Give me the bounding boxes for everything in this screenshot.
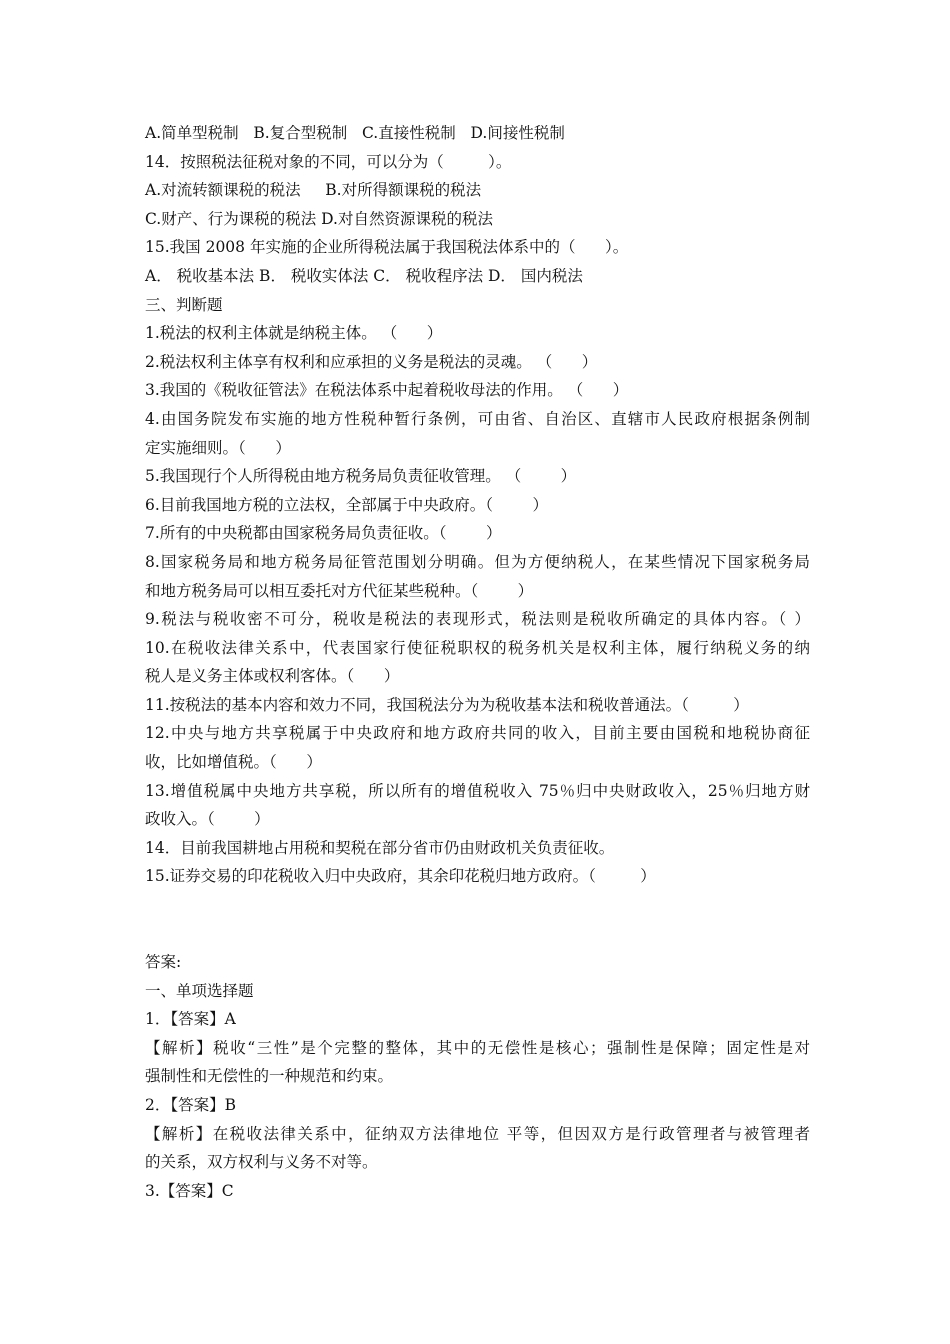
answer-line: 3.【答案】C xyxy=(145,1181,234,1200)
judgment-item: 10.在税收法律关系中，代表国家行使征税职权的税务机关是权利主体，履行纳税义务的纳 xyxy=(145,638,810,657)
judgment-item: 15.证券交易的印花税收入归中央政府，其余印花税归地方政府。（ ） xyxy=(145,867,656,886)
analysis-line: 【解析】税收“三性”是个完整的整体，其中的无偿性是核心；强制性是保障；固定性是对 xyxy=(145,1038,810,1057)
judgment-item: 14．目前我国耕地占用税和契税在部分省市仍由财政机关负责征收。 xyxy=(145,838,615,857)
answer-line: 1．【答案】A xyxy=(145,1010,236,1029)
q14-options-ab: A.对流转额课税的税法 B.对所得额课税的税法 xyxy=(145,181,482,200)
section-heading: 三、判断题 xyxy=(145,295,223,314)
judgment-item-cont: 和地方税务局可以相互委托对方代征某些税种。（ ） xyxy=(145,581,534,600)
analysis-line: 【解析】在税收法律关系中，征纳双方法律地位 平等，但因双方是行政管理者与被管理者 xyxy=(145,1124,810,1143)
q14-stem: 14．按照税法征税对象的不同，可以分为（ ）。 xyxy=(145,152,512,171)
answers-section xyxy=(145,948,810,1205)
analysis-line-cont: 的关系，双方权利与义务不对等。 xyxy=(145,1153,378,1172)
questions-tail xyxy=(145,119,810,291)
answers-label: 答案: xyxy=(145,953,182,972)
q15-options: A． 税收基本法 B． 税收实体法 C． 税收程序法 D． 国内税法 xyxy=(145,266,583,285)
judgment-item: 9.税法与税收密不可分，税收是税法的表现形式，税法则是税收所确定的具体内容。（ ） xyxy=(145,610,810,629)
judgment-item-cont: 定实施细则。（ ） xyxy=(145,438,291,457)
judgment-item-cont: 收，比如增值税。（ ） xyxy=(145,753,322,772)
judgment-item: 2.税法权利主体享有权利和应承担的义务是税法的灵魂。 （ ） xyxy=(145,352,598,371)
answers-section-heading: 一、单项选择题 xyxy=(145,981,254,1000)
q14-options-cd: C.财产、行为课税的税法 D.对自然资源课税的税法 xyxy=(145,209,493,228)
judgment-item: 12.中央与地方共享税属于中央政府和地方政府共同的收入，目前主要由国税和地税协商征 xyxy=(145,724,810,743)
judgment-item-cont: 税人是义务主体或权利客体。（ ） xyxy=(145,667,400,686)
judgment-item: 11.按税法的基本内容和效力不同，我国税法分为为税收基本法和税收普通法。（ ） xyxy=(145,695,749,714)
q13-options: A.简单型税制 B.复合型税制 C.直接性税制 D.间接性税制 xyxy=(145,124,565,142)
q15-stem: 15.我国 2008 年实施的企业所得税法属于我国税法体系中的（ ）。 xyxy=(145,238,629,257)
judgment-item: 5.我国现行个人所得税由地方税务局负责征收管理。 （ ） xyxy=(145,467,577,486)
judgment-section xyxy=(145,291,810,891)
document-page xyxy=(145,119,810,1205)
spacer xyxy=(145,891,810,948)
analysis-line-cont: 强制性和无偿性的一种规范和约束。 xyxy=(145,1067,394,1086)
answer-line: 2．【答案】B xyxy=(145,1096,237,1114)
judgment-item: 7.所有的中央税都由国家税务局负责征收。（ ） xyxy=(145,524,502,543)
judgment-item: 4.由国务院发布实施的地方性税种暂行条例，可由省、自治区、直辖市人民政府根据条例制 xyxy=(145,409,810,428)
judgment-item: 8.国家税务局和地方税务局征管范围划分明确。但为方便纳税人，在某些情况下国家税务局 xyxy=(145,552,810,571)
judgment-item: 1.税法的权利主体就是纳税主体。 （ ） xyxy=(145,324,443,343)
judgment-item: 13.增值税属中央地方共享税，所以所有的增值税收入 75％归中央财政收入，25％归地方财 xyxy=(145,781,810,800)
judgment-item: 6.目前我国地方税的立法权，全部属于中央政府。（ ） xyxy=(145,495,548,514)
judgment-item-cont: 政收入。（ ） xyxy=(145,810,270,829)
judgment-item: 3.我国的《税收征管法》在税法体系中起着税收母法的作用。 （ ） xyxy=(145,381,629,400)
